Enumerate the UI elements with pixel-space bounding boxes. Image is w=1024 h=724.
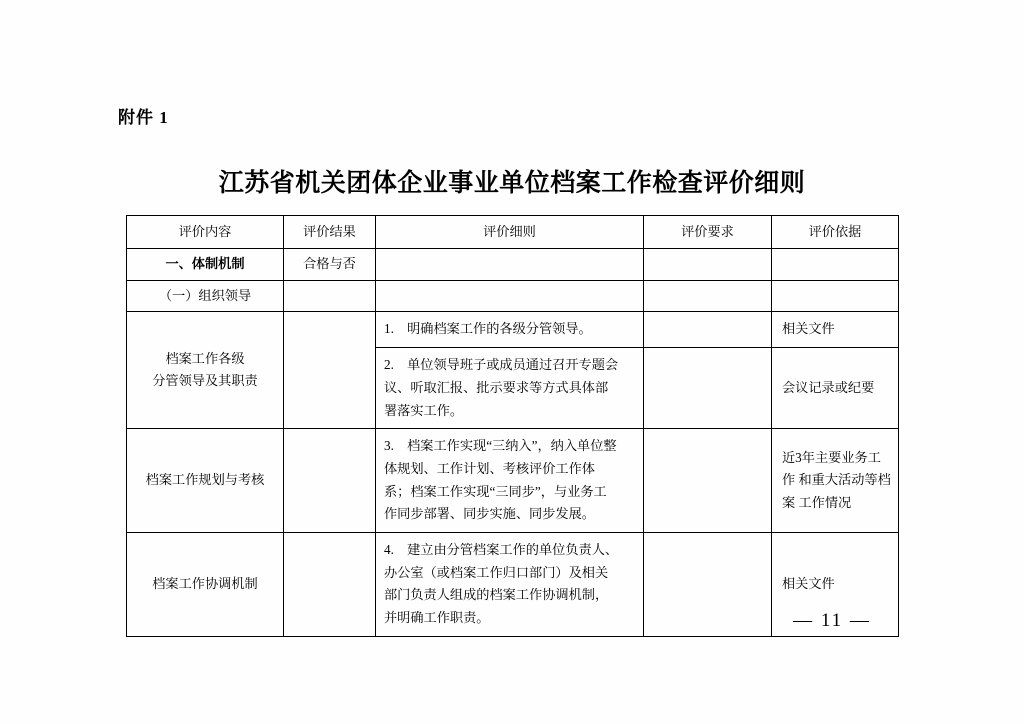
basis-line: 和重大活动等档案	[782, 472, 891, 510]
item-content: 档案工作规划与考核	[127, 429, 284, 533]
requirement-cell	[644, 348, 772, 429]
section-result: 合格与否	[284, 249, 376, 281]
column-header-content: 评价内容	[127, 216, 284, 249]
detail-line: 署落实工作。	[384, 402, 464, 418]
subsection-title: （一）组织领导	[127, 280, 284, 312]
detail-line: 办公室（或档案工作归口部门）及相关	[384, 564, 609, 580]
table-row	[127, 312, 899, 348]
requirement-cell	[644, 429, 772, 533]
detail-line: 1. 明确档案工作的各级分管领导。	[384, 321, 592, 337]
detail-line: 3. 档案工作实现“三纳入”，纳入单位整	[384, 438, 617, 454]
item-content-line1: 档案工作各级	[165, 350, 245, 366]
table-row	[127, 429, 899, 533]
detail-cell	[376, 312, 644, 348]
page-number	[0, 610, 1024, 632]
column-header-basis: 评价依据	[772, 216, 899, 249]
section-requirement	[644, 249, 772, 281]
detail-line: 2. 单位领导班子或成员通过召开专题会	[384, 357, 619, 373]
column-header-result: 评价结果	[284, 216, 376, 249]
section-basis	[772, 249, 899, 281]
detail-line: 体规划、工作计划、考核评价工作体	[384, 460, 595, 476]
detail-line: 系；档案工作实现“三同步”，与业务工	[384, 483, 607, 499]
detail-line: 议、听取汇报、批示要求等方式具体部	[384, 379, 609, 395]
column-header-detail: 评价细则	[376, 216, 644, 249]
section-title: 一、体制机制	[127, 249, 284, 281]
detail-line: 4. 建立由分管档案工作的单位负责人、	[384, 542, 619, 558]
item-result	[284, 312, 376, 429]
detail-line: 并明确工作职责。	[384, 610, 490, 626]
basis-cell: 相关文件	[772, 312, 899, 348]
table-row	[127, 249, 899, 281]
column-header-requirement: 评价要求	[644, 216, 772, 249]
subsection-requirement	[644, 280, 772, 312]
item-content-line2: 分管领导及其职责	[152, 373, 258, 389]
detail-line: 部门负责人组成的档案工作协调机制，	[384, 587, 609, 603]
item-content: 档案工作协调机制	[127, 533, 284, 637]
detail-cell	[376, 348, 644, 429]
table-row	[127, 280, 899, 312]
subsection-detail	[376, 280, 644, 312]
item-content	[127, 312, 284, 429]
table-header-row	[127, 216, 899, 249]
basis-cell: 相关文件	[772, 533, 899, 637]
page-title: 江苏省机关团体企业事业单位档案工作检查评价细则	[218, 170, 806, 197]
subsection-basis	[772, 280, 899, 312]
basis-line: 工作情况	[798, 494, 852, 510]
section-detail	[376, 249, 644, 281]
evaluation-table	[126, 215, 899, 637]
basis-line: 近3年主要业务工作	[782, 449, 881, 488]
item-result	[284, 429, 376, 533]
detail-line: 作同步部署、同步实施、同步发展。	[384, 506, 595, 522]
requirement-cell	[644, 312, 772, 348]
detail-cell	[376, 429, 644, 533]
subsection-result	[284, 280, 376, 312]
basis-cell: 会议记录或纪要	[772, 348, 899, 429]
page-number-text: — 11 —	[793, 610, 871, 631]
basis-cell	[772, 429, 899, 533]
attachment-label: 附件 1	[118, 108, 169, 127]
